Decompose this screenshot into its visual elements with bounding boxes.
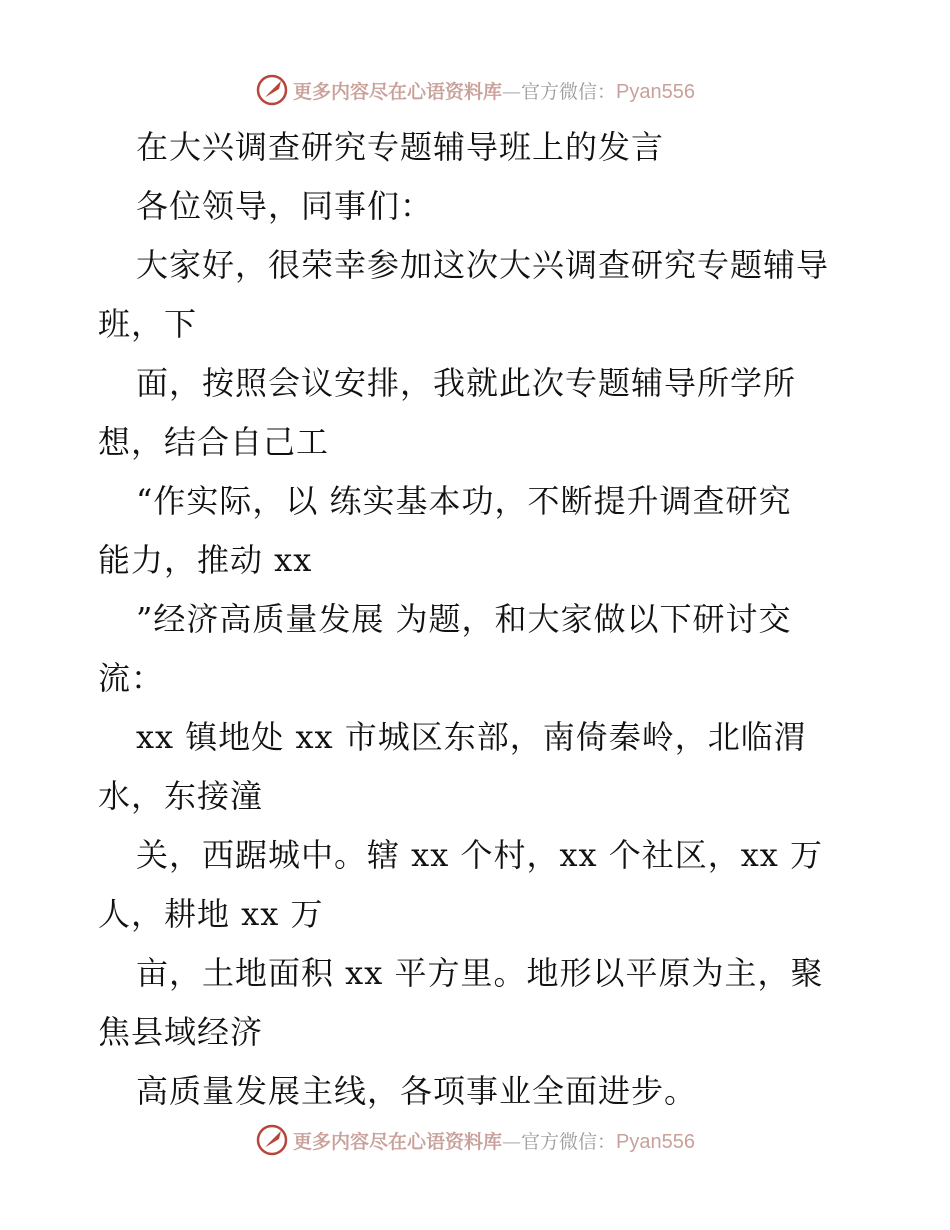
doc-line: ”经济高质量发展 为题，和大家做以下研讨交 <box>136 600 792 638</box>
doc-line: 班，下 <box>98 305 198 343</box>
doc-line: 亩，土地面积 xx 平方里。地形以平原为主，聚 <box>136 954 824 992</box>
doc-line: 面，按照会议安排，我就此次专题辅导所学所 <box>136 364 797 402</box>
doc-line: 想，结合自己工 <box>98 423 330 461</box>
footer-watermark <box>0 1120 950 1160</box>
doc-line: 人，耕地 xx 万 <box>98 895 324 933</box>
doc-line: 高质量发展主线，各项事业全面进步。 <box>136 1072 698 1110</box>
doc-line: 关，西踞城中。辖 xx 个村，xx 个社区，xx 万 <box>136 836 823 874</box>
doc-line: 流： <box>98 659 165 697</box>
watermark-text: 更多内容尽在心语资料库—官方微信：Pyan556 <box>293 1130 695 1153</box>
doc-line: “作实际，以 练实基本功，不断提升调查研究 <box>136 482 792 520</box>
quill-logo-icon <box>255 1123 289 1157</box>
doc-line: xx 镇地处 xx 市城区东部，南倚秦岭，北临渭 <box>136 718 807 756</box>
document-body <box>98 118 858 1121</box>
doc-line: 各位领导，同事们： <box>136 187 434 225</box>
doc-line: 焦县域经济 <box>98 1013 264 1051</box>
quill-logo-icon <box>255 73 289 107</box>
doc-line: 在大兴调查研究专题辅导班上的发言 <box>136 128 665 166</box>
watermark-text: 更多内容尽在心语资料库—官方微信：Pyan556 <box>293 80 695 103</box>
doc-line: 大家好，很荣幸参加这次大兴调查研究专题辅导 <box>136 246 830 284</box>
doc-line: 能力，推动 xx <box>98 541 313 579</box>
doc-line: 水，东接潼 <box>98 777 264 815</box>
header-watermark <box>0 70 950 110</box>
